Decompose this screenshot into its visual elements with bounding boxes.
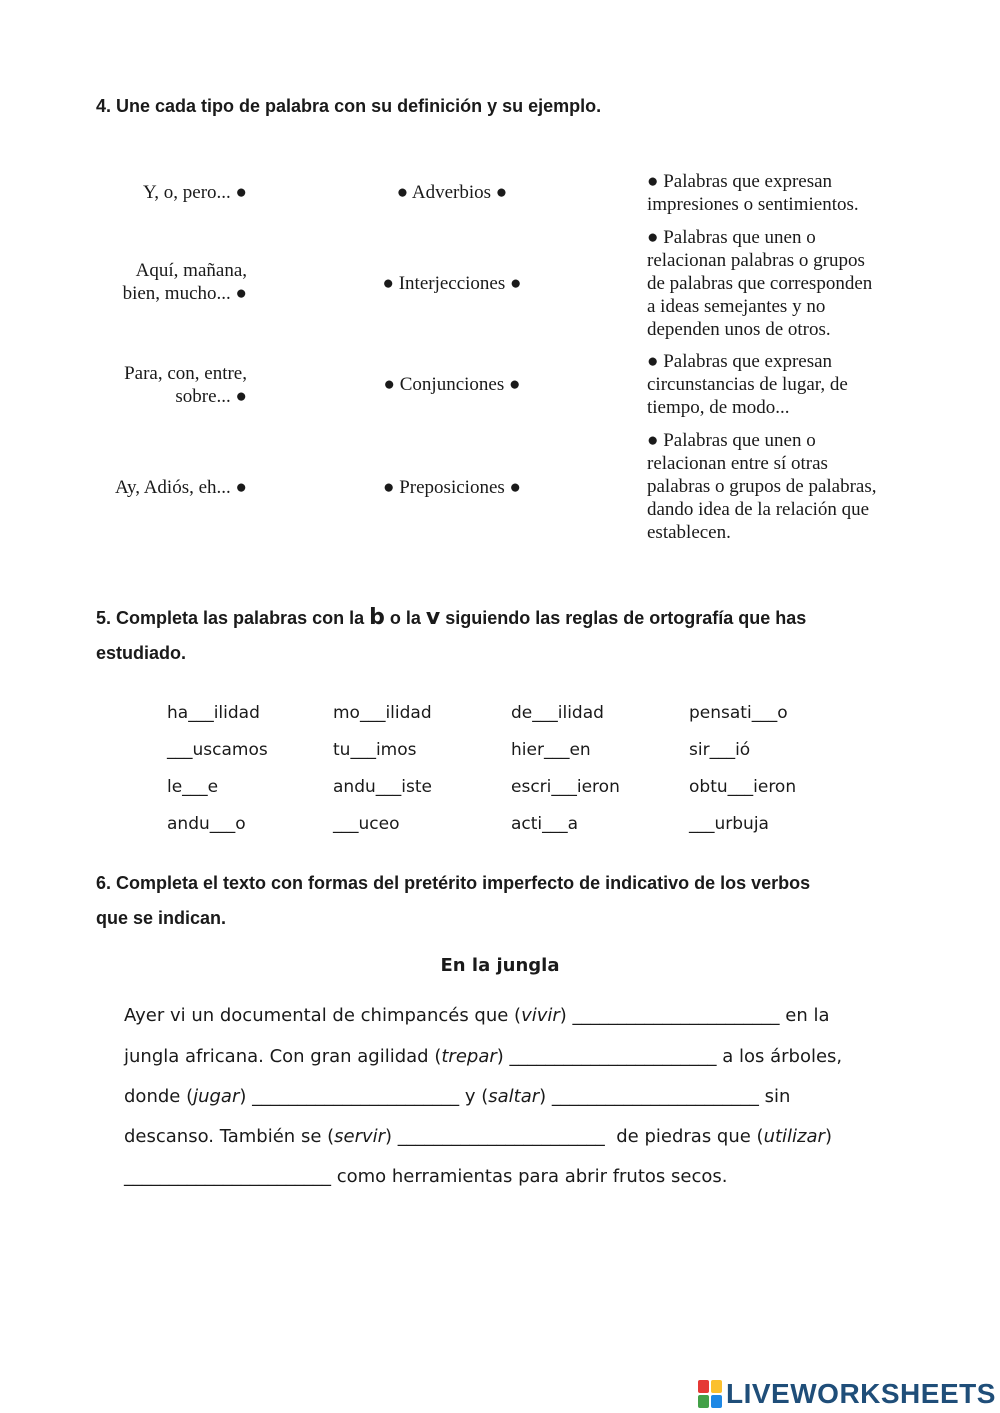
definition-line: circunstancias de lugar, de <box>647 374 848 395</box>
definition-line: ● Palabras que expresan <box>647 171 833 192</box>
word-type-cell[interactable]: ● Interjecciones ● <box>382 273 522 294</box>
verb-infinitive: saltar <box>488 1086 540 1107</box>
story-text-segment: como herramientas para abrir frutos secos. <box>331 1166 728 1187</box>
definition-line: relacionan entre sí otras <box>647 453 828 474</box>
section-4-heading: 4. Une cada tipo de palabra con su definición y su ejemplo. <box>96 96 602 116</box>
definition-line: dando idea de la relación que <box>647 499 870 520</box>
story-text-segment: de piedras que ( <box>604 1126 764 1147</box>
section-5-heading <box>96 600 926 636</box>
story-text-segment: en la <box>779 1005 830 1026</box>
definition-line: ● Palabras que expresan <box>647 351 833 372</box>
story-line <box>124 1126 832 1148</box>
example-line: bien, mucho... ● <box>122 283 247 304</box>
example-cell[interactable] <box>60 181 247 204</box>
verb-infinitive: trepar <box>441 1046 497 1067</box>
fill-word[interactable]: mo___ilidad <box>333 703 432 723</box>
fill-word[interactable]: andu___iste <box>333 777 432 797</box>
story-text-segment: ) <box>385 1126 398 1147</box>
section-5-heading-text-2: o la <box>384 608 426 628</box>
fill-word[interactable]: ___urbuja <box>689 814 769 834</box>
fill-word[interactable]: ___uscamos <box>167 740 268 760</box>
section-5-heading-text: 5. Completa las palabras con la <box>96 608 370 628</box>
fill-word[interactable]: ha___ilidad <box>167 703 260 723</box>
fill-word[interactable]: andu___o <box>167 814 246 834</box>
story-line <box>124 1166 727 1188</box>
definition-cell[interactable] <box>647 170 947 216</box>
story-text-segment: ) <box>824 1126 832 1147</box>
answer-blank[interactable]: _______________________ <box>397 1126 605 1147</box>
answer-blank[interactable]: _______________________ <box>252 1086 460 1107</box>
verb-infinitive: jugar <box>193 1086 240 1107</box>
story-text-segment: ) <box>559 1005 573 1026</box>
definition-line: establecen. <box>647 522 731 543</box>
definition-cell[interactable] <box>647 429 947 544</box>
answer-blank[interactable]: _______________________ <box>509 1046 717 1067</box>
definition-line: relacionan palabras o grupos <box>647 250 865 271</box>
fill-word[interactable]: obtu___ieron <box>689 777 797 797</box>
story-text-segment: ) <box>239 1086 253 1107</box>
story-line <box>124 1086 790 1108</box>
story-text-segment: a los árboles, <box>716 1046 843 1067</box>
fill-word[interactable]: sir___ió <box>689 740 751 760</box>
story-text-segment: ) <box>539 1086 552 1107</box>
fill-word[interactable]: le___e <box>167 777 219 797</box>
definition-line: ● Palabras que unen o <box>647 430 816 451</box>
definition-line: de palabras que corresponden <box>647 273 873 294</box>
definition-cell[interactable] <box>647 226 947 341</box>
section-5-heading-line2: estudiado. <box>96 643 187 663</box>
section-6-heading: 6. Completa el texto con formas del pretérito imperfecto de indicativo de los verbos <box>96 873 811 893</box>
story-text-segment: Ayer vi un documental de chimpancés que ( <box>124 1005 522 1026</box>
example-cell[interactable] <box>60 362 247 408</box>
example-line: Para, con, entre, <box>124 363 247 384</box>
definition-line: a ideas semejantes y no <box>647 296 826 317</box>
letter-v: v <box>425 605 441 630</box>
answer-blank[interactable]: _______________________ <box>572 1005 780 1026</box>
definition-line: palabras o grupos de palabras, <box>647 476 877 497</box>
verb-infinitive: vivir <box>521 1005 560 1026</box>
fill-word[interactable]: de___ilidad <box>511 703 604 723</box>
letter-b: b <box>369 605 385 630</box>
fill-word[interactable]: acti___a <box>511 814 579 834</box>
story-text-segment: sin <box>758 1086 791 1107</box>
fill-word[interactable]: hier___en <box>511 740 591 760</box>
story-text-segment: jungla africana. Con gran agilidad ( <box>124 1046 442 1067</box>
section-5-heading-text-3: siguiendo las reglas de ortografía que has <box>440 608 807 628</box>
definition-line: ● Palabras que unen o <box>647 227 816 248</box>
story-text-segment: donde ( <box>124 1086 194 1107</box>
example-line: Y, o, pero... ● <box>142 182 247 203</box>
footer-brand <box>698 1380 996 1408</box>
section-6-heading-line2: que se indican. <box>96 908 227 928</box>
story-text-segment: ) <box>496 1046 510 1067</box>
answer-blank[interactable]: _______________________ <box>124 1166 331 1187</box>
word-type-cell[interactable]: ● Preposiciones ● <box>383 477 521 498</box>
verb-infinitive: servir <box>334 1126 386 1147</box>
story-line <box>124 1046 842 1068</box>
definition-line: tiempo, de modo... <box>647 397 790 418</box>
example-line: sobre... ● <box>175 386 247 407</box>
word-type-cell[interactable]: ● Conjunciones ● <box>383 374 521 395</box>
verb-infinitive: utilizar <box>763 1126 825 1147</box>
liveworksheets-logo-icon <box>698 1380 722 1408</box>
story-text-segment: descanso. También se ( <box>124 1126 335 1147</box>
word-type-cell[interactable]: ● Adverbios ● <box>396 182 508 203</box>
footer-brand-text: LIVEWORKSHEETS <box>726 1378 996 1409</box>
fill-word[interactable]: escri___ieron <box>511 777 620 797</box>
example-cell[interactable] <box>60 259 247 305</box>
story-text-segment: y ( <box>459 1086 489 1107</box>
answer-blank[interactable]: _______________________ <box>551 1086 759 1107</box>
story-title: En la jungla <box>440 955 560 976</box>
definition-line: dependen unos de otros. <box>647 319 831 340</box>
definition-cell[interactable] <box>647 350 947 419</box>
example-cell[interactable] <box>60 476 247 499</box>
fill-word[interactable]: ___uceo <box>333 814 400 834</box>
fill-word[interactable]: tu___imos <box>333 740 417 760</box>
definition-line: impresiones o sentimientos. <box>647 194 859 215</box>
fill-word[interactable]: pensati___o <box>689 703 788 723</box>
example-line: Aquí, mañana, <box>135 260 247 281</box>
example-line: Ay, Adiós, eh... ● <box>115 477 247 498</box>
story-line <box>124 1005 830 1027</box>
